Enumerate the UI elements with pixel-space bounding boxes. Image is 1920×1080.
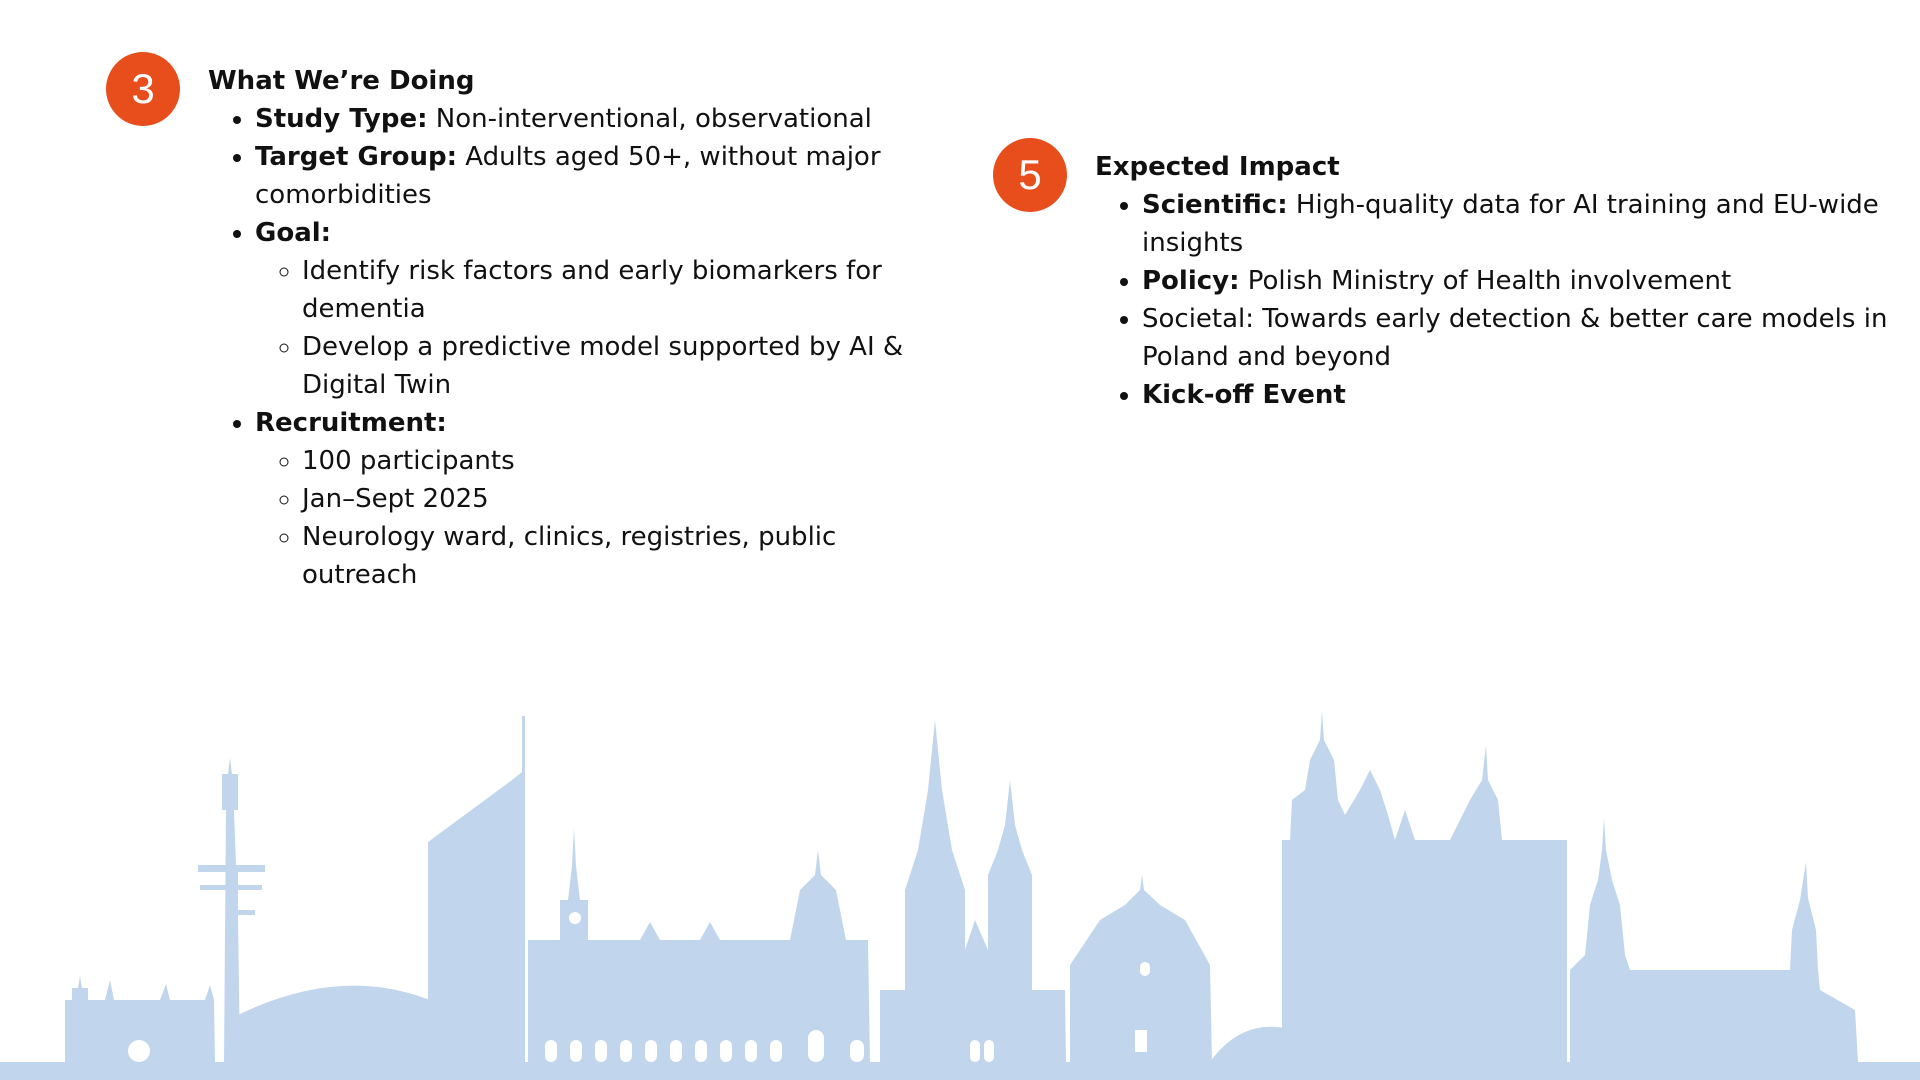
list-item-study-type [255,100,908,138]
section-number-badge: 5 [993,138,1067,212]
item-label: Kick-off Event [1142,380,1346,410]
sub-list [255,442,908,594]
sub-list-item: ◦ Jan–Sept 2025 [302,480,908,518]
list-item-policy [1142,262,1895,300]
list-item-scientific [1142,186,1895,262]
section-content [1095,148,1895,414]
sub-list-item: ◦ Identify risk factors and early biomarkers for dementia [302,252,908,328]
sub-list-item: ◦ Neurology ward, clinics, registries, public outreach [302,518,908,594]
section-content [208,62,908,594]
section-heading: Expected Impact [1095,152,1340,182]
item-text: Non-interventional, observational [427,104,872,134]
item-label: Policy: [1142,266,1240,296]
item-text: High-quality data for AI training and EU-wide insights [1142,190,1879,258]
city-skyline-illustration [0,700,1920,1080]
list-item-societal: • Societal: Towards early detection & better care models in Poland and beyond [1142,300,1895,376]
section-heading: What We’re Doing [208,66,475,96]
section-number-badge: 3 [106,52,180,126]
sub-list-item: ◦ 100 participants [302,442,908,480]
item-text: Polish Ministry of Health involvement [1239,266,1732,296]
sub-list-item: ◦ Develop a predictive model supported by AI & Digital Twin [302,328,908,404]
list-item-goal [255,214,908,404]
list-item-recruitment [255,404,908,594]
bullet-list [208,100,908,594]
list-item-kickoff [1142,376,1895,414]
list-item-target-group [255,138,908,214]
item-label: Target Group: [255,142,458,172]
item-text: Adults aged 50+, without major comorbidities [255,142,881,210]
item-label: Scientific: [1142,190,1288,220]
bullet-list [1095,186,1895,414]
item-label: Recruitment: [255,408,447,438]
item-label: Goal: [255,218,332,248]
sub-list [255,252,908,404]
item-label: Study Type: [255,104,428,134]
